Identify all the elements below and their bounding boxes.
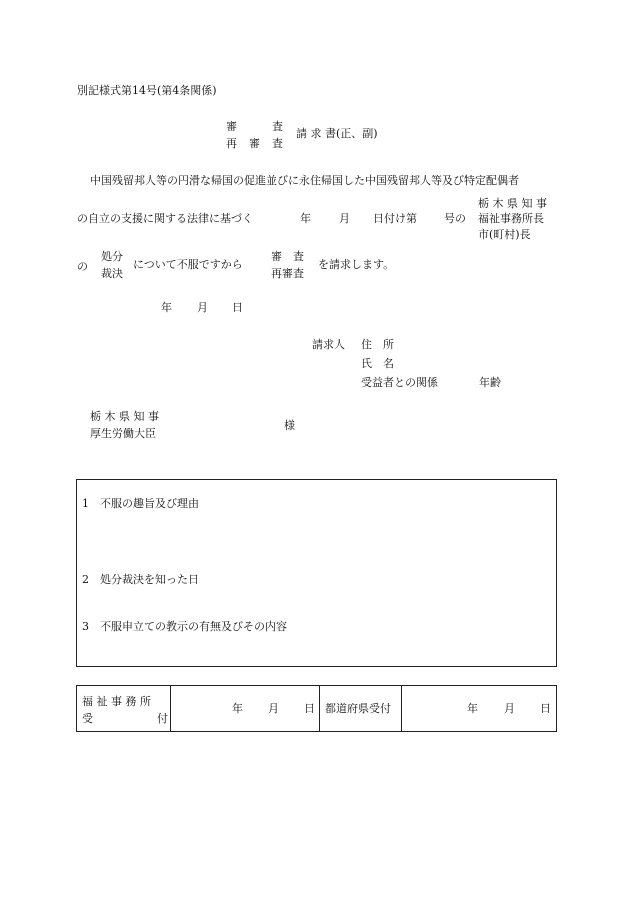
body-saishinsa: 再審査 (271, 267, 304, 280)
form-id: 別記様式第14号(第4条関係) (77, 84, 217, 97)
reception-divider-1 (170, 685, 171, 732)
authority-governor: 栃 木 県 知 事 (478, 197, 547, 210)
reception-pref-month: 月 (504, 702, 515, 715)
reception-table (76, 685, 557, 732)
body-saiketsu: 裁決 (101, 267, 123, 280)
reception-welfare-uke: 受 (82, 712, 93, 725)
requester-address-label: 住 所 (361, 338, 394, 351)
item-3-instruction: 3 不服申立ての教示の有無及びその内容 (82, 620, 287, 633)
authority-welfare-office: 福祉事務所長 (478, 212, 544, 225)
date-month: 月 (197, 301, 208, 314)
item-2-known-date: 2 処分裁決を知った日 (82, 573, 199, 586)
addressee-sama: 様 (284, 419, 295, 432)
addressee-governor: 栃 木 県 知 事 (90, 410, 159, 423)
title-saishinsa-char-3: 査 (272, 137, 283, 150)
body-no: の (77, 260, 88, 273)
body-year: 年 (300, 212, 311, 225)
body-shinsa: 審 査 (271, 250, 304, 263)
body-month: 月 (339, 212, 350, 225)
date-year: 年 (161, 301, 172, 314)
reception-pref-day: 日 (540, 702, 551, 715)
reception-welfare-day: 日 (304, 702, 315, 715)
body-fufuku: について不服ですから (133, 258, 243, 271)
addressee-minister: 厚生労働大臣 (90, 427, 156, 440)
title-saishinsa-char-1: 再 (226, 137, 237, 150)
body-day-no: 日付け第 (373, 212, 417, 225)
title-saishinsa-char-2: 審 (249, 137, 260, 150)
authority-mayor: 市(町村)長 (478, 228, 531, 241)
body-go-no: 号の (444, 212, 466, 225)
reception-divider-2 (319, 685, 320, 732)
date-day: 日 (232, 301, 243, 314)
reception-welfare-year: 年 (232, 702, 243, 715)
title-shinsa-char-1: 審 (226, 120, 237, 133)
body-line-1: 中国残留邦人等の円滑な帰国の促進並びに永住帰国した中国残留邦人等及び特定配偶者 (90, 174, 519, 187)
requester-relation-label: 受益者との関係 (361, 376, 438, 389)
body-shobun: 処分 (101, 250, 123, 263)
requester-age-label: 年齢 (479, 376, 501, 389)
body-seikyu: を請求します。 (318, 258, 395, 271)
body-line-2-text: の自立の支援に関する法律に基づく (77, 212, 253, 225)
requester-name-label: 氏 名 (361, 357, 394, 370)
reception-pref-year: 年 (467, 702, 478, 715)
reception-welfare-month: 月 (268, 702, 279, 715)
title-main: 請 求 書(正、副) (296, 127, 378, 140)
item-1-reason: 1 不服の趣旨及び理由 (82, 497, 199, 510)
requester-label: 請求人 (312, 338, 345, 351)
title-shinsa-char-2: 査 (272, 120, 283, 133)
reception-divider-3 (401, 685, 402, 732)
reception-welfare-tsuke: 付 (157, 712, 168, 725)
reception-welfare-office: 福 祉 事 務 所 (82, 695, 151, 708)
reception-prefecture: 都道府県受付 (325, 702, 391, 715)
